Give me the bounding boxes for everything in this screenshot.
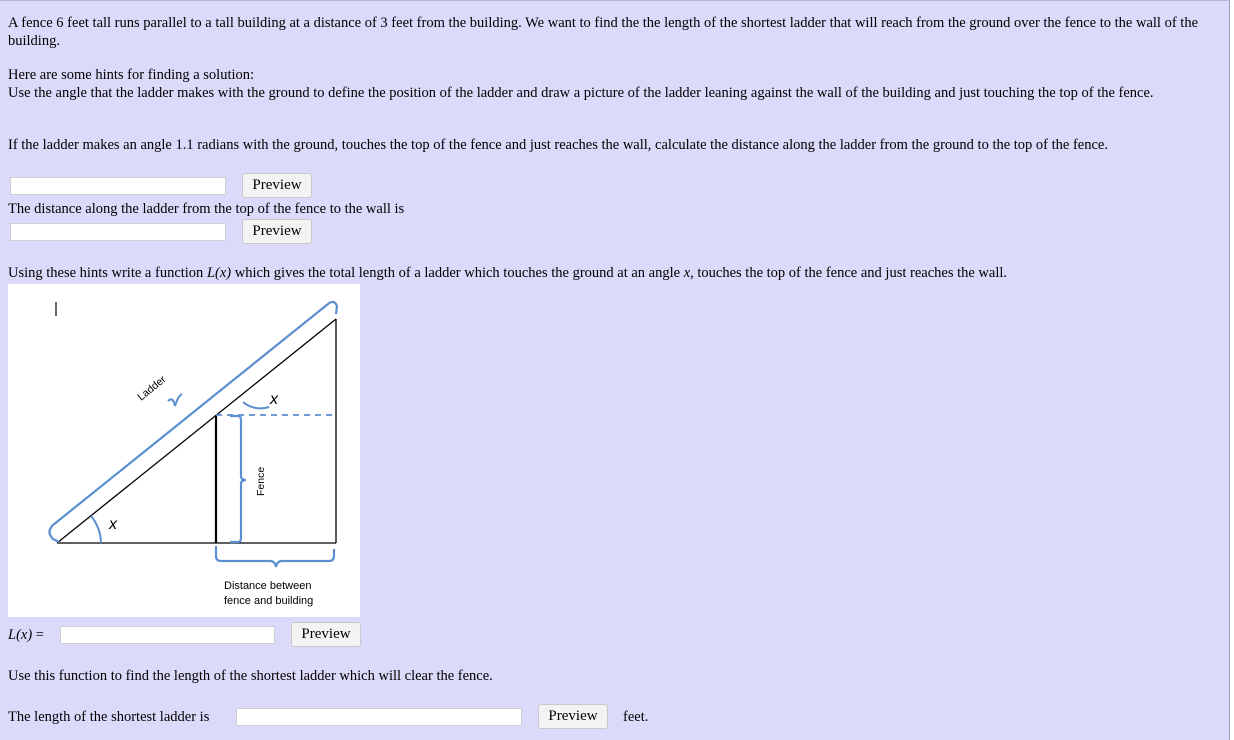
- preview-button-3[interactable]: Preview: [291, 622, 361, 647]
- variable-x: x: [683, 265, 691, 281]
- hint-text: Use the angle that the ladder makes with the ground to define the position of the ladder and draw a picture of the ladder leaning against the wall of the building and just touching the top of the fence.: [8, 85, 1154, 101]
- distance-label-line-1: Distance between: [224, 580, 312, 592]
- ladder-fence-diagram: [8, 284, 360, 617]
- ground-angle-label: x: [109, 516, 117, 533]
- function-label-eq: =: [32, 627, 44, 643]
- ladder-brace-tip: [168, 394, 182, 406]
- ladder-brace: [50, 302, 338, 542]
- fence-angle-arc: [243, 402, 269, 408]
- ladder-line: [57, 319, 336, 543]
- preview-button-4[interactable]: Preview: [538, 704, 608, 729]
- fence-angle-label: x: [270, 391, 278, 408]
- hints-heading: Here are some hints for finding a solution:: [8, 67, 255, 83]
- answer-1-input[interactable]: [10, 177, 226, 195]
- preview-button-2[interactable]: Preview: [242, 219, 312, 244]
- question-4-text: Use this function to find the length of the shortest ladder which will clear the fence.: [8, 668, 493, 684]
- function-label-fn: L(x): [8, 627, 33, 643]
- answer-2-input[interactable]: [10, 223, 226, 241]
- fence-label: Fence: [255, 466, 267, 496]
- function-name: L(x): [206, 265, 232, 281]
- question-2-text: The distance along the ladder from the top of the fence to the wall is: [8, 201, 405, 217]
- function-prompt-mid: which gives the total length of a ladder which touches the ground at an angle: [231, 265, 684, 281]
- function-prompt: [8, 264, 1218, 282]
- question-5-text: The length of the shortest ladder is: [8, 709, 210, 725]
- shortest-ladder-input[interactable]: [236, 708, 522, 726]
- distance-brace: [216, 546, 334, 567]
- function-answer-label: [8, 626, 68, 644]
- preview-button-1[interactable]: Preview: [242, 173, 312, 198]
- function-prompt-pre: Using these hints write a function: [8, 265, 207, 281]
- ladder-label: Ladder: [135, 373, 169, 404]
- function-input[interactable]: [60, 626, 275, 644]
- question-1-text: If the ladder makes an angle 1.1 radians with the ground, touches the top of the fence and just reaches the wall, calculate the distance along the ladder from the ground to the top of the fence.: [8, 137, 1108, 153]
- ground-angle-arc: [91, 516, 101, 543]
- units-label: feet.: [623, 709, 649, 725]
- problem-intro: A fence 6 feet tall runs parallel to a tall building at a distance of 3 feet from the building. We want to find the the length of the shortest ladder that will reach from the ground over the fence to the wall of the building.: [8, 15, 1198, 49]
- fence-brace: [230, 416, 246, 542]
- diagram-svg: [8, 284, 360, 617]
- distance-label-line-2: fence and building: [224, 595, 314, 607]
- function-prompt-post: , touches the top of the fence and just reaches the wall.: [690, 265, 1008, 281]
